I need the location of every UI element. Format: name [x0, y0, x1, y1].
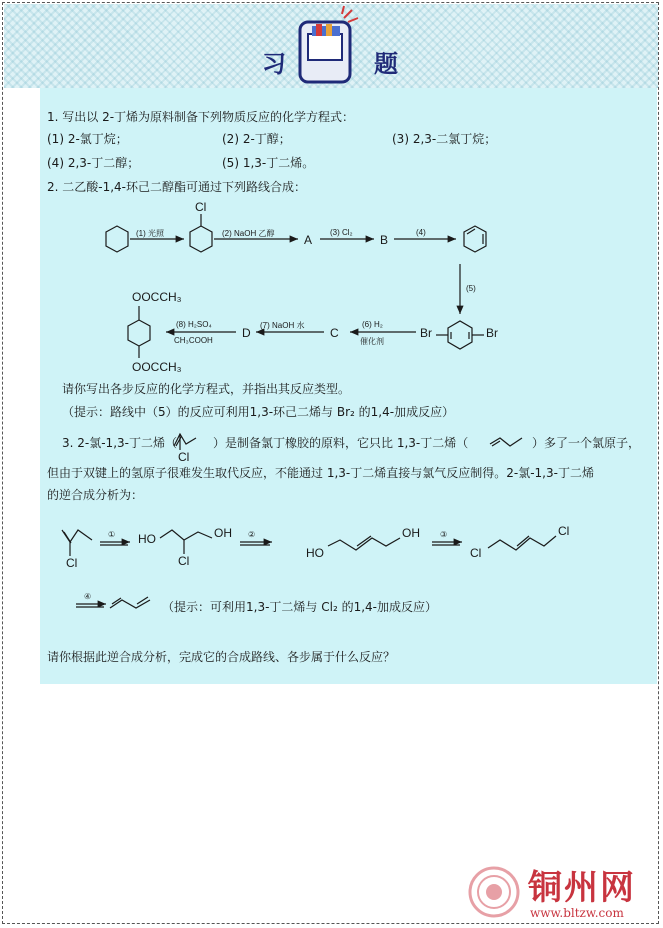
step4-label: (4)	[416, 228, 426, 237]
q1-item-1: (1) 2-氯丁烷；	[47, 132, 128, 146]
chloro-diol-skeleton	[160, 530, 212, 540]
step6-condition: 催化剂	[360, 337, 384, 346]
step7-label: (7) NaOH 水	[260, 321, 305, 330]
q3-step-3: ③	[440, 530, 448, 539]
q3-label-ho2: HO	[306, 546, 324, 560]
q3-label-oh2: OH	[402, 526, 420, 540]
compound-D: D	[242, 326, 251, 340]
q3-line2: 但由于双键上的氢原子很难发生取代反应，不能通过 1,3-丁二烯直接与氯气反应制得。2-氯-1,3-丁二烯	[47, 466, 594, 480]
q3-line1-c: ）多了一个氯原子，	[532, 436, 641, 450]
br-right-label: Br	[486, 326, 498, 340]
step1-label: (1) 光照	[136, 229, 164, 238]
butenediol-skeleton	[328, 538, 400, 550]
q1-item-2: (2) 2-丁醇；	[222, 132, 291, 146]
compound-B: B	[380, 233, 389, 247]
q3-hint: （提示：可利用1,3-丁二烯与 Cl₂ 的1,4-加成反应）	[162, 600, 437, 614]
q3-label-cl2: Cl	[178, 554, 190, 568]
site-name: 铜州网	[528, 868, 636, 908]
br-left-label: Br	[420, 326, 432, 340]
q1-stem: 1. 写出以 2-丁烯为原料制备下列物质反应的化学方程式：	[47, 110, 355, 124]
q2-stem: 2. 二乙酸-1,4-环己二醇酯可通过下列路线合成：	[47, 180, 307, 194]
site-logo-icon	[466, 864, 522, 920]
q3-line1-a: 3. 2-氯-1,3-丁二烯（	[62, 436, 177, 450]
step5-label: (5)	[466, 284, 476, 293]
q3-ask: 请你根据此逆合成分析，完成它的合成路线、各步属于什么反应？	[47, 650, 396, 664]
q2-ask: 请你写出各步反应的化学方程式，并指出其反应类型。	[62, 382, 351, 396]
q3-line1-b: ）是制备氯丁橡胶的原料，它只比 1,3-丁二烯（	[213, 436, 469, 450]
q3-label-cl1: Cl	[66, 556, 78, 570]
q3-label-oh1: OH	[214, 526, 232, 540]
q3-step-1: ①	[108, 530, 116, 539]
dichlorobutene-skeleton	[488, 536, 556, 550]
q1-item-3: (3) 2,3-二氯丁烷；	[392, 132, 497, 146]
step3-label: (3) Cl₂	[330, 228, 353, 237]
q3-label-cl4: Cl	[558, 524, 570, 538]
site-url: www.bltzw.com	[530, 906, 624, 920]
q3-label-ho1: HO	[138, 532, 156, 546]
step2-label: (2) NaOH 乙醇	[222, 229, 275, 238]
ester-top-label: OOCCH₃	[132, 290, 182, 304]
compound-C: C	[330, 326, 339, 340]
q3-line3: 的逆合成分析为：	[47, 488, 144, 502]
cl-label-chloro: Cl	[195, 200, 207, 214]
q3-step-2: ②	[248, 530, 256, 539]
compound-A: A	[304, 233, 313, 247]
step8-condition: CH₃COOH	[174, 336, 213, 345]
q3-inline-cl: Cl	[178, 450, 190, 464]
header-title-left: 习	[262, 49, 287, 78]
q3-step-4: ④	[84, 592, 92, 601]
ester-bottom-label: OOCCH₃	[132, 360, 182, 374]
q1-item-4: (4) 2,3-丁二醇；	[47, 156, 140, 170]
q2-hint: （提示：路线中（5）的反应可利用1,3-环己二烯与 Br₂ 的1,4-加成反应）	[62, 405, 455, 419]
header-title-right: 题	[374, 49, 399, 78]
q1-item-5: (5) 1,3-丁二烯。	[222, 156, 315, 170]
step6-label: (6) H₂	[362, 320, 383, 329]
q3-label-cl3: Cl	[470, 546, 482, 560]
step8-label: (8) H₂SO₄	[176, 320, 212, 329]
